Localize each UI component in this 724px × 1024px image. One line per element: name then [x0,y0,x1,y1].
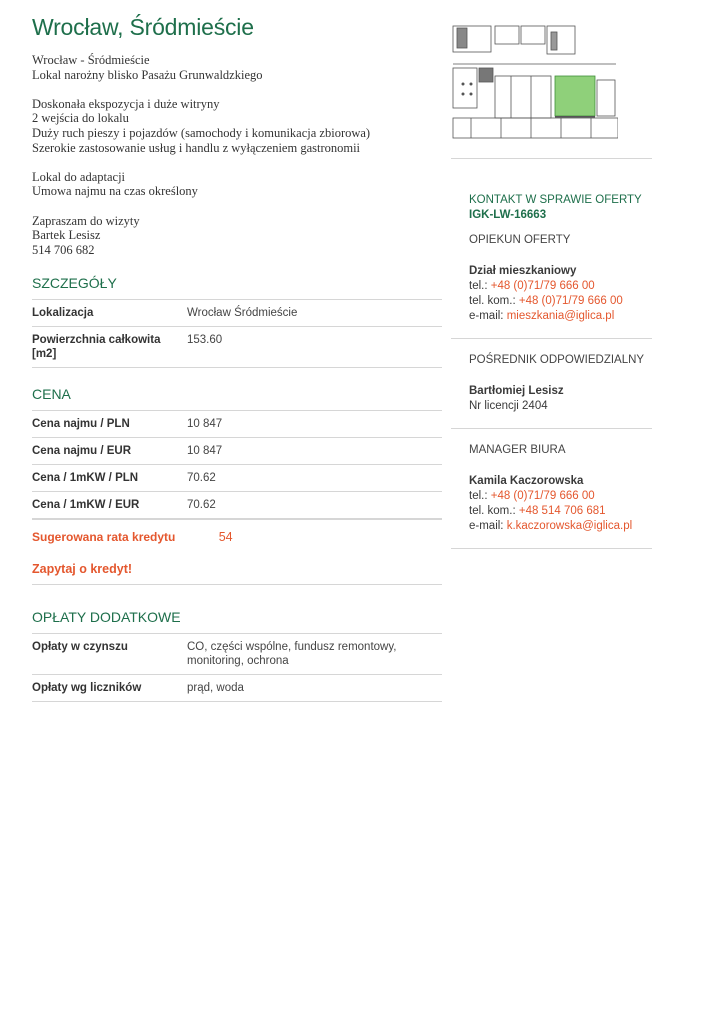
mobile-prefix: tel. kom.: [469,505,519,517]
email-link[interactable]: mieszkania@iglica.pl [506,310,615,322]
table-row [32,300,442,327]
agent-name: Bartłomiej Lesisz [469,385,564,397]
row-value: 10 847 [187,411,442,438]
table-row [32,465,442,492]
price-table [32,410,442,519]
page-title: Wrocław, Śródmieście [32,14,254,40]
mobile-link[interactable]: +48 (0)71/79 666 00 [518,295,623,307]
table-row [32,438,442,465]
manager-heading: MANAGER BIURA [469,444,566,456]
agent-license: Nr licencji 2404 [469,400,548,412]
phone-prefix: tel.: [469,280,491,292]
row-label: Powierzchnia całkowita [m2] [32,327,187,368]
description-line: Duży ruch pieszy i pojazdów (samochody i komunikacja zbiorowa) [32,125,371,140]
row-label: Opłaty wg liczników [32,675,187,702]
row-value: prąd, woda [187,675,442,702]
caretaker-email [469,309,652,324]
table-row [32,411,442,438]
manager-name: Kamila Kaczorowska [469,475,584,487]
credit-block [32,519,442,585]
email-prefix: e-mail: [469,310,507,322]
table-row [32,634,442,675]
manager-section [451,428,652,549]
details-table [32,299,442,368]
credit-rate [32,530,442,548]
table-row [32,675,442,702]
description-line: Doskonała ekspozycja i duże witryny [32,96,220,111]
credit-rate-label: Sugerowana rata kredytu [32,530,176,545]
mobile-link[interactable]: +48 514 706 681 [518,505,606,517]
description-line: Szerokie zastosowanie usług i handlu z wyłączeniem gastronomii [32,140,361,155]
email-link[interactable]: k.kaczorowska@iglica.pl [506,520,633,532]
description-line: Bartek Lesisz [32,228,101,243]
caretaker-label: OPIEKUN OFERTY [469,234,571,246]
description-line [32,82,442,97]
description-line: Umowa najmu na czas określony [32,184,198,199]
row-value: 10 847 [187,438,442,465]
description-line: 2 wejścia do lokalu [32,111,129,126]
ask-credit-link[interactable]: Zapytaj o kredyt! [32,562,133,577]
row-value: 153.60 [187,327,442,368]
offer-sidebar [451,24,652,549]
description-line: Wrocław - Śródmieście [32,53,150,67]
row-label: Cena / 1mKW / EUR [32,492,187,519]
table-row [32,492,442,519]
row-value: 70.62 [187,465,442,492]
contact-section [451,158,652,338]
row-label: Cena / 1mKW / PLN [32,465,187,492]
caretaker-mobile [469,294,652,309]
email-prefix: e-mail: [469,520,507,532]
phone-link[interactable]: +48 (0)71/79 666 00 [490,280,595,292]
caretaker-phone [469,279,652,294]
row-label: Lokalizacja [32,300,187,327]
description-line: Lokal narożny blisko Pasażu Grunwaldzkiego [32,67,263,82]
row-value: CO, części wspólne, fundusz remontowy, monitoring, ochrona [187,634,442,675]
offer-id: IGK-LW-16663 [469,209,547,221]
description-line [32,155,442,170]
extra-fees-heading: OPŁATY DODATKOWE [32,609,181,626]
caretaker-name: Dział mieszkaniowy [469,265,577,277]
row-label: Opłaty w czynszu [32,634,187,675]
manager-email [469,519,652,534]
row-label: Cena najmu / PLN [32,411,187,438]
credit-rate-value: 54 [218,530,233,545]
contact-heading: KONTAKT W SPRAWIE OFERTY [469,194,642,206]
agent-section [451,338,652,428]
description-line [32,199,442,214]
floor-plan-image [451,24,618,140]
row-label: Cena najmu / EUR [32,438,187,465]
mobile-prefix: tel. kom.: [469,295,519,307]
description-line: Lokal do adaptacji [32,169,126,184]
row-value: Wrocław Śródmieście [187,300,442,327]
phone-link[interactable]: +48 (0)71/79 666 00 [490,490,595,502]
agent-heading: POŚREDNIK ODPOWIEDZIALNY [469,354,645,366]
description-line: Zapraszam do wizyty [32,213,140,228]
details-heading: SZCZEGÓŁY [32,275,117,292]
phone-prefix: tel.: [469,490,491,502]
table-row [32,327,442,368]
row-value: 70.62 [187,492,442,519]
description-line: 514 706 682 [32,242,95,257]
manager-mobile [469,504,652,519]
manager-phone [469,489,652,504]
price-heading: CENA [32,386,71,403]
extra-fees-table [32,633,442,702]
offer-main [32,14,442,702]
offer-description [32,53,442,257]
